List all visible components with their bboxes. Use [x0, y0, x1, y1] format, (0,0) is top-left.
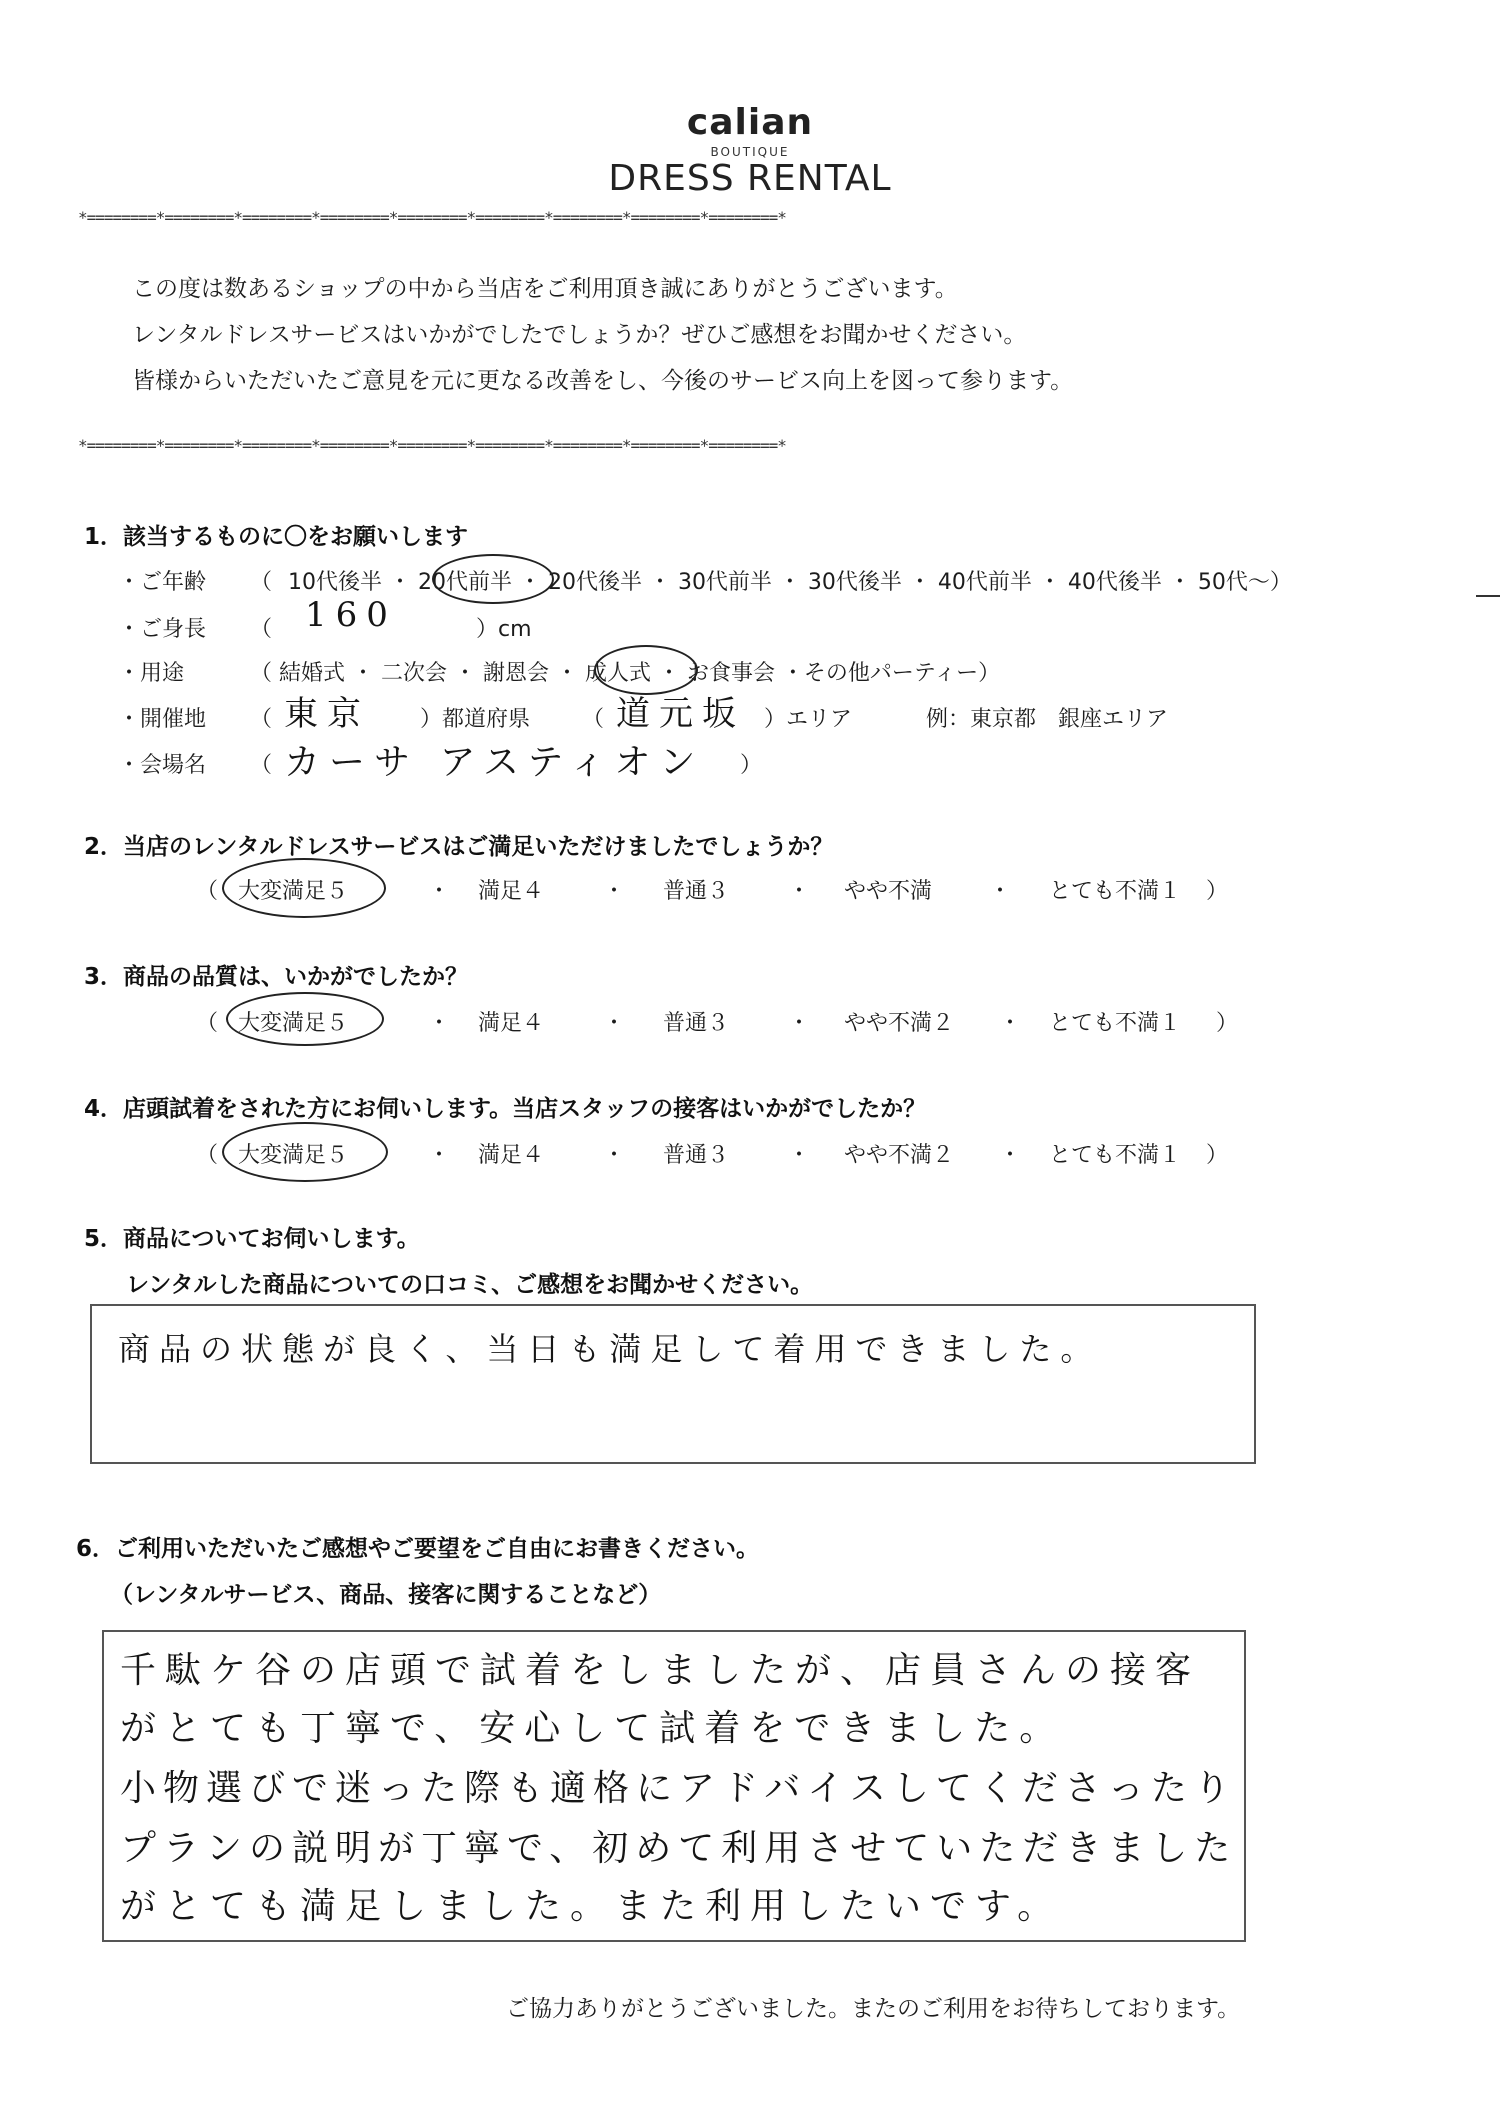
q6-subtitle: （レンタルサービス、商品、接客に関することなど）	[110, 1582, 662, 1608]
q3-title: 3．商品の品質は、いかがでしたか？	[84, 964, 469, 990]
q1-purpose-label: ・用途	[118, 661, 185, 686]
q3-sep: ・	[788, 1011, 811, 1036]
q1-venue-label: ・開催地	[118, 707, 207, 732]
q5-answer-box[interactable]	[90, 1304, 1256, 1464]
selection-circle	[226, 992, 384, 1046]
q4-open: （	[196, 1143, 219, 1168]
q2-close: ）	[1206, 879, 1229, 904]
q1-purpose-options[interactable]: （ 結婚式 ・ 二次会 ・ 謝恩会 ・ 成人式 ・ お食事会 ・その他パーティー）	[250, 661, 1001, 686]
q1-hall-close: ）	[740, 753, 763, 778]
intro-line-2: レンタルドレスサービスはいかがでしたでしょうか？ぜひご感想をお聞かせください。	[132, 322, 1027, 348]
q4-option-2[interactable]: やや不満２	[844, 1143, 955, 1168]
q1-height-open: （	[250, 617, 273, 642]
q4-options[interactable]	[238, 1138, 1239, 1169]
q3-option-5[interactable]: 大変満足５	[238, 1011, 349, 1036]
q2-option-2[interactable]: やや不満	[844, 879, 933, 904]
q3-option-1[interactable]: とても不満１	[1049, 1011, 1182, 1036]
q3-options[interactable]	[238, 1006, 1239, 1037]
selection-circle	[222, 858, 386, 918]
q3-close: ）	[1216, 1011, 1239, 1036]
q1-height-value[interactable]: 160	[305, 595, 397, 635]
q3-option-4[interactable]: 満足４	[478, 1011, 545, 1036]
q6-answer-line-4: プランの説明が丁寧で、初めて利用させていただきました	[120, 1828, 1238, 1869]
intro-line-3: 皆様からいただいたご意見を元に更なる改善をし、今後のサービス向上を図って参ります。	[132, 368, 1074, 394]
q6-answer-line-2: がとても丁寧で、安心して試着をできました。	[120, 1708, 1065, 1749]
q3-open: （	[196, 1011, 219, 1036]
q2-option-4[interactable]: 満足４	[478, 879, 545, 904]
q1-hall-open: （	[250, 753, 273, 778]
q4-sep: ・	[428, 1143, 451, 1168]
q1-height-label: ・ご身長	[118, 617, 207, 642]
q2-option-5[interactable]: 大変満足５	[238, 879, 349, 904]
q1-hall-value[interactable]: カーサ アスティオン	[284, 742, 705, 783]
q1-pref-close: ）都道府県	[420, 707, 531, 732]
q1-pref-open: （	[250, 707, 273, 732]
q2-option-3[interactable]: 普通３	[663, 879, 730, 904]
brand-logo-sub: BOUTIQUE	[710, 145, 790, 159]
q1-age-open: （	[250, 570, 273, 595]
q1-age-options[interactable]: 10代後半 ・ 20代前半 ・ 20代後半 ・ 30代前半 ・ 30代後半 ・ 40代前半 ・ 40代後半 ・ 50代～）	[288, 570, 1292, 595]
q3-sep: ・	[428, 1011, 451, 1036]
selection-circle	[432, 554, 554, 604]
q3-sep: ・	[999, 1011, 1022, 1036]
q2-option-1[interactable]: とても不満１	[1049, 879, 1182, 904]
q6-answer-line-5: がとても満足しました。また利用したいです。	[120, 1886, 1063, 1927]
divider-bottom: *========*========*========*========*========*========*========*========*========*	[78, 436, 786, 455]
brand-logo: calian	[686, 102, 814, 143]
q2-sep: ・	[989, 879, 1012, 904]
q6-title: 6．ご利用いただいたご感想やご要望をご自由にお書きください。	[76, 1536, 760, 1562]
q6-answer-line-1: 千駄ケ谷の店頭で試着をしましたが、店員さんの接客	[120, 1650, 1201, 1691]
q2-options[interactable]	[238, 874, 1234, 905]
footer-thanks: ご協力ありがとうございました。またのご利用をお待ちしております。	[506, 1996, 1241, 2022]
q4-sep: ・	[999, 1143, 1022, 1168]
q4-title: 4．店頭試着をされた方にお伺いします。当店スタッフの接客はいかがでしたか？	[84, 1096, 927, 1122]
q2-sep: ・	[428, 879, 451, 904]
q1-age-label: ・ご年齢	[118, 570, 207, 595]
q1-hall-label: ・会場名	[118, 753, 207, 778]
q5-answer-text: 商品の状態が良く、当日も満足して着用できました。	[118, 1330, 1102, 1368]
q4-option-4[interactable]: 満足４	[478, 1143, 545, 1168]
q2-open: （	[196, 879, 219, 904]
q1-area-value[interactable]: 道元坂	[616, 694, 745, 734]
q1-example: 例：東京都 銀座エリア	[926, 707, 1169, 732]
q4-option-5[interactable]: 大変満足５	[238, 1143, 349, 1168]
q3-option-2[interactable]: やや不満２	[844, 1011, 955, 1036]
q4-option-1[interactable]: とても不満１	[1049, 1143, 1182, 1168]
q3-sep: ・	[603, 1011, 626, 1036]
q1-pref-value[interactable]: 東京	[284, 694, 370, 734]
q1-area-open: （	[582, 707, 605, 732]
q1-area-close: ）エリア	[764, 707, 853, 732]
q2-title: 2．当店のレンタルドレスサービスはご満足いただけましたでしょうか？	[84, 834, 834, 860]
q3-option-3[interactable]: 普通３	[663, 1011, 730, 1036]
scan-margin-mark	[1476, 595, 1500, 597]
q6-answer-line-3: 小物選びで迷った際も適格にアドバイスしてくださったり	[120, 1768, 1237, 1809]
intro-line-1: この度は数あるショップの中から当店をご利用頂き誠にありがとうございます。	[132, 276, 958, 302]
divider-top: *========*========*========*========*========*========*========*========*========*	[78, 208, 786, 227]
selection-circle	[222, 1122, 388, 1182]
q1-title: 1．該当するものに〇をお願いします	[84, 524, 469, 550]
q4-sep: ・	[788, 1143, 811, 1168]
q2-sep: ・	[788, 879, 811, 904]
q2-sep: ・	[603, 879, 626, 904]
q6-answer-box[interactable]	[102, 1630, 1246, 1942]
q5-subtitle: レンタルした商品についての口コミ、ご感想をお聞かせください。	[126, 1272, 814, 1298]
q5-title: 5．商品についてお伺いします。	[84, 1226, 420, 1252]
q4-close: ）	[1206, 1143, 1229, 1168]
q1-height-unit: ）cm	[476, 617, 532, 642]
brand-title: DRESS RENTAL	[608, 158, 892, 199]
q4-option-3[interactable]: 普通３	[663, 1143, 730, 1168]
q4-sep: ・	[603, 1143, 626, 1168]
